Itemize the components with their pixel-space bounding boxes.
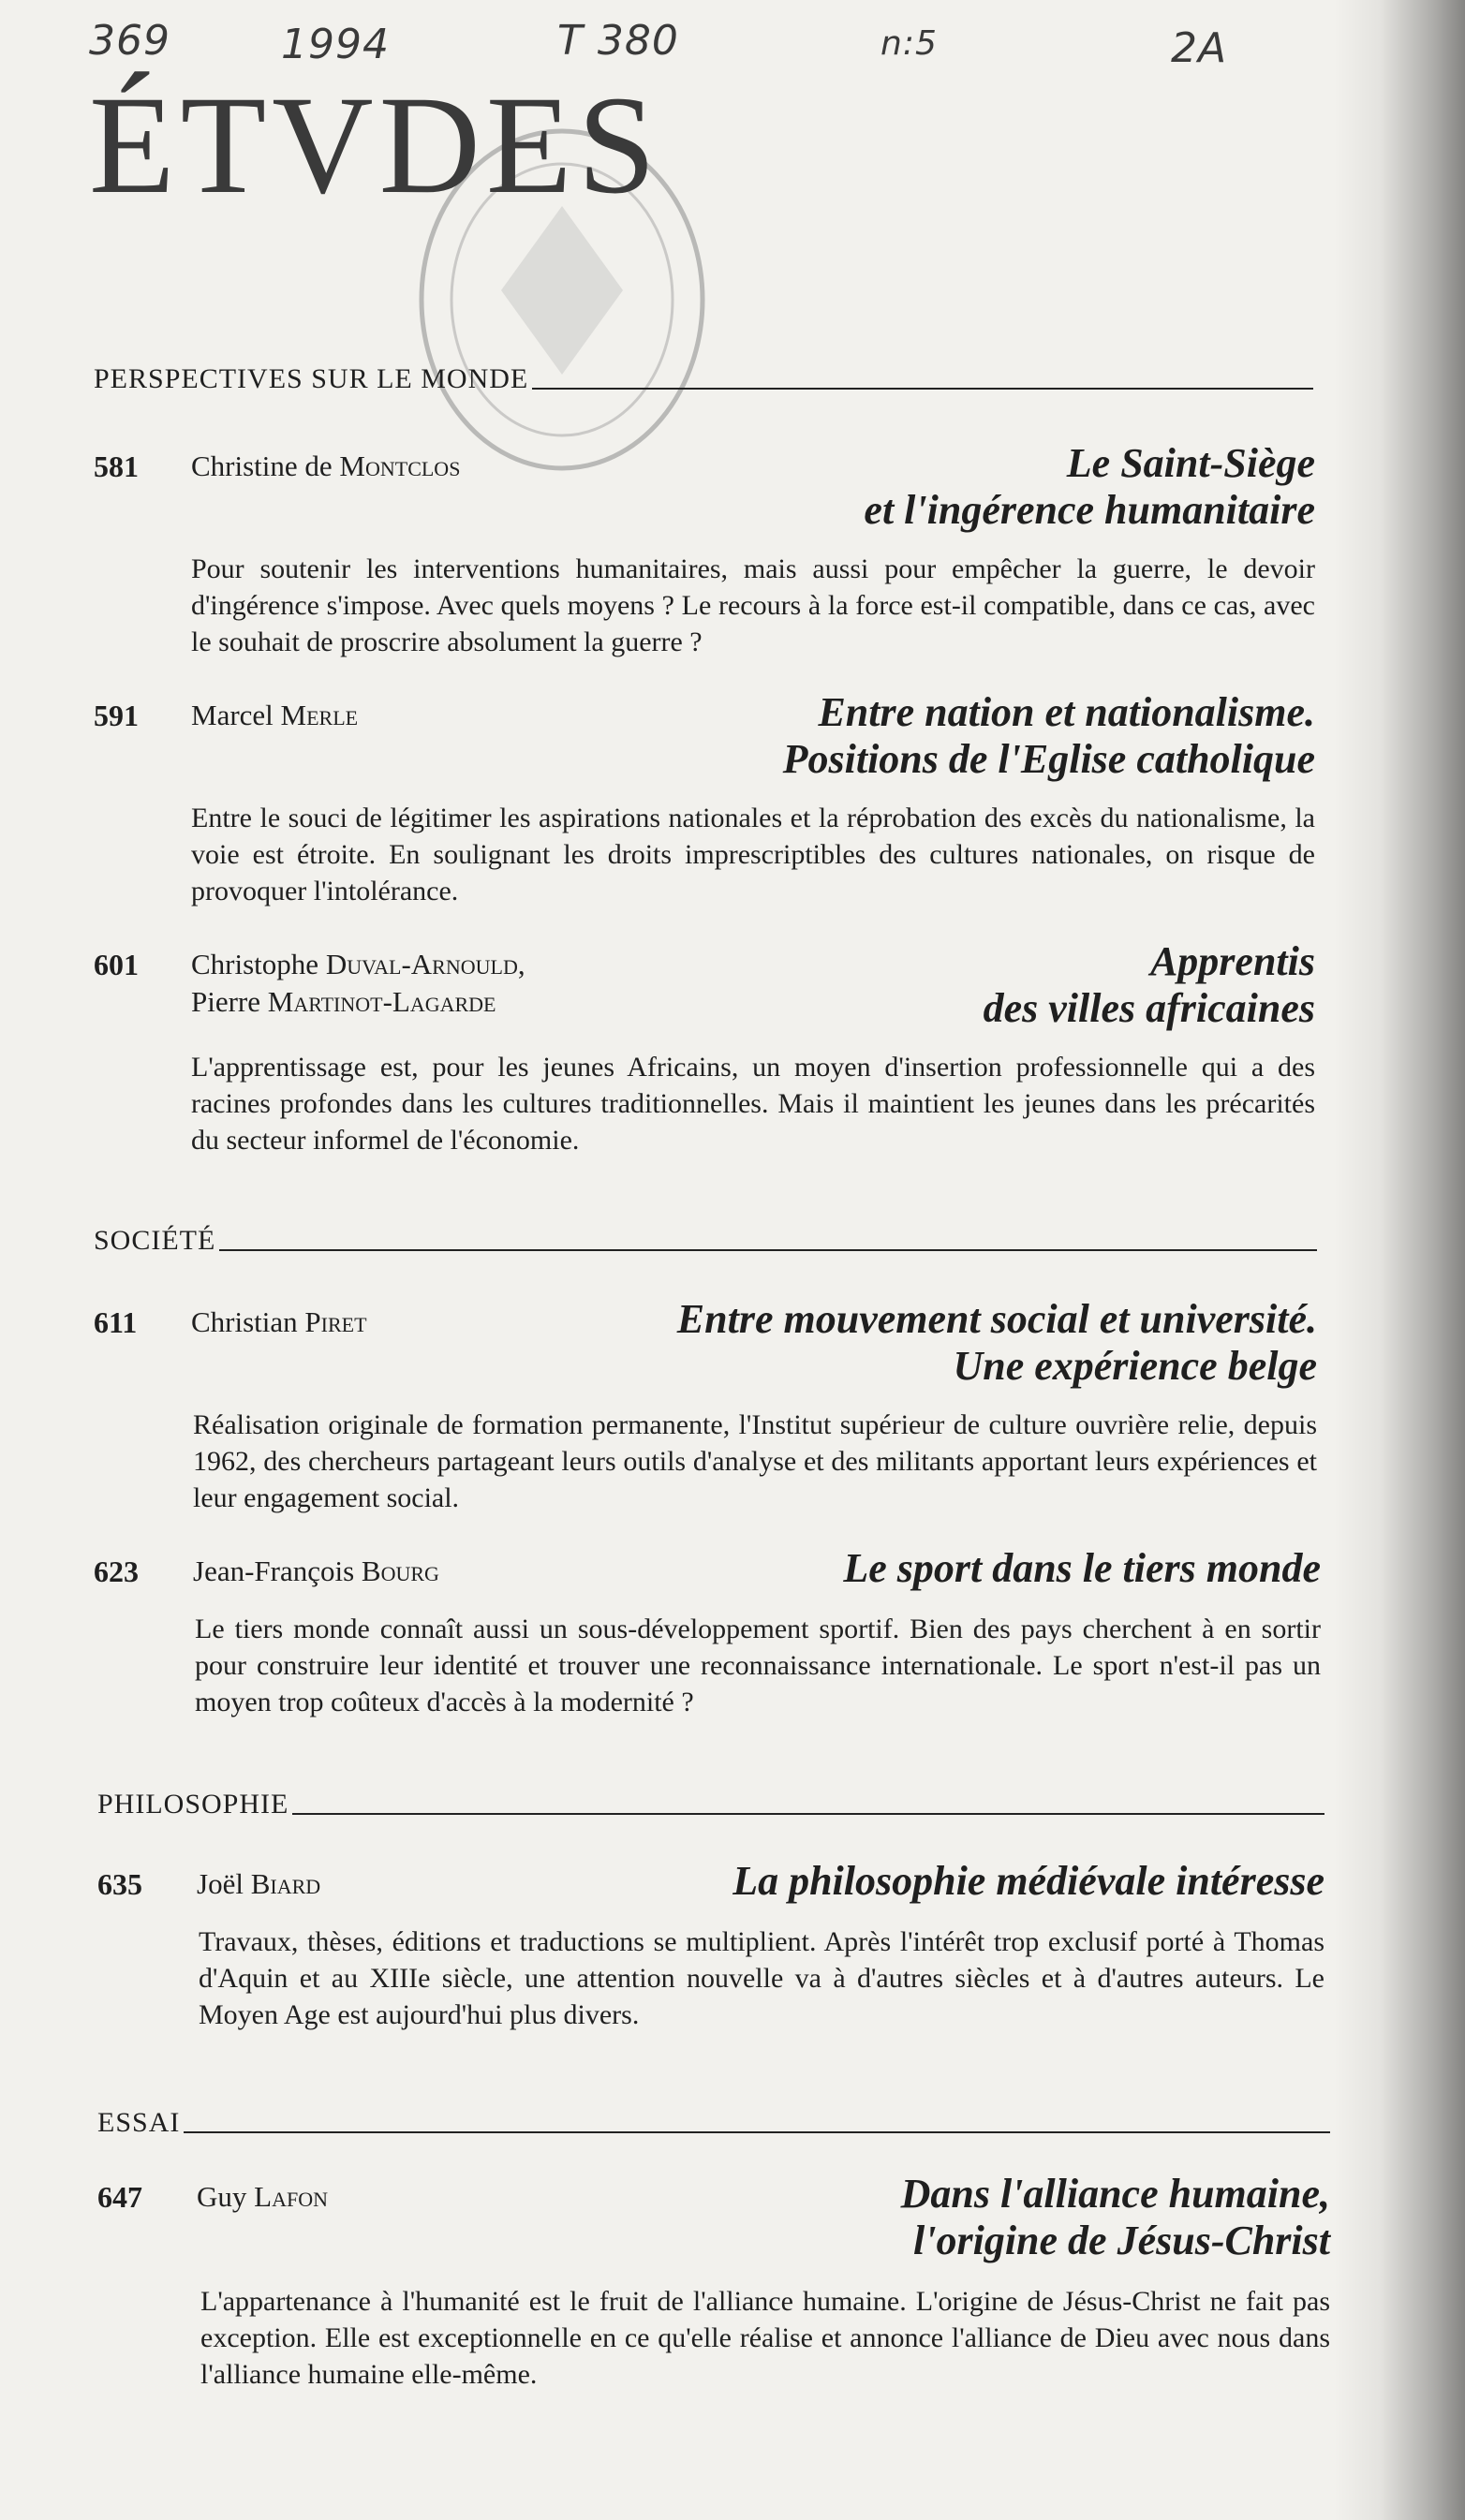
page-edge-shadow [1334,0,1465,2520]
article-abstract: Réalisation originale de formation permanente, l'Institut supérieur de culture ouvrière relie, depuis 1962, des chercheurs partageant leurs outils d'analyse et des militants apportant leurs expériences et leur engagement social. [193,1409,1317,1513]
article-title[interactable]: La philosophie médiévale intéresse [732,1858,1324,1904]
section-rule [292,1813,1324,1815]
article-abstract: Travaux, thèses, éditions et traductions se multiplient. Après l'intérêt trop exclusif porté à Thomas d'Aquin et au XIIIe siècle, une attention nouvelle va à d'autres siècles et à d'autres auteurs. Le Moyen Age est aujourd'hui plus divers. [199,1926,1324,2030]
section-heading-label: ESSAI [97,2107,181,2138]
article-abstract: L'apprentissage est, pour les jeunes Africains, un moyen d'insertion professionnelle qui a des racines profondes dans les cultures traditionnelles. Mais il maintient les jeunes dans les précarités du secteur informel de l'économie. [191,1052,1315,1156]
article-title[interactable]: Entre mouvement social et université. Une expérience belge [676,1296,1317,1389]
author: Marcel Merle [191,699,359,731]
journal-masthead: ÉTVDES [89,67,661,223]
author: Joël Biard [197,1867,321,1900]
article-title[interactable]: Le sport dans le tiers monde [843,1545,1321,1591]
handwritten-shelf-number: 369 [89,17,170,65]
page-number: 581 [94,449,139,483]
toc-entry-647 [97,2171,1330,2395]
handwritten-issue: n:5 [880,24,938,63]
author: Christine de Montclos [191,449,461,482]
page-number: 611 [94,1305,138,1339]
author: Christian Piret [191,1305,367,1338]
author: Guy Lafon [197,2180,328,2213]
section-heading-label: PHILOSOPHIE [97,1789,289,1820]
section-rule [219,1249,1317,1251]
section-heading-label: SOCIÉTÉ [94,1225,216,1256]
page-number: 635 [97,1867,142,1901]
toc-entry-581 [94,440,1315,656]
toc-entry-591 [94,689,1315,905]
section-heading-essai [97,2107,1330,2139]
section-heading-philosophie [97,1789,1324,1820]
article-abstract: Pour soutenir les interventions humanitaires, mais aussi pour empêcher la guerre, le devoir d'ingérence s'impose. Avec quels moyens ? Le recours à la force est-il compatible, dans ce cas, avec le souhait de proscrire absolument la guerre ? [191,553,1315,657]
section-heading-label: PERSPECTIVES SUR LE MONDE [94,363,529,394]
author: Jean-François Bourg [193,1555,439,1587]
toc-entry-611 [94,1296,1317,1511]
article-abstract: L'appartenance à l'humanité est le fruit de l'alliance humaine. L'origine de Jésus-Christ ne fait pas exception. Elle est exceptionnelle en ce qu'elle réalise et annonce l'alliance de Dieu avec nous dans l'alliance humaine elle-même. [200,2286,1330,2390]
handwritten-year: 1994 [281,21,390,68]
article-title[interactable]: Le Saint-Siège et l'ingérence humanitaire [864,440,1315,533]
article-title[interactable]: Entre nation et nationalisme. Positions de l'Eglise catholique [782,689,1315,782]
article-abstract: Le tiers monde connaît aussi un sous-développement sportif. Bien des pays cherchent à en sortir pour construire leur identité et trouver une reconnaissance internationale. Le sport n'est-il pas un moyen trop coûteux d'accès à la modernité ? [195,1614,1321,1717]
section-rule [184,2131,1330,2133]
article-title[interactable]: Apprentis des villes africaines [983,938,1315,1031]
section-heading-perspectives [94,363,1313,395]
page-number: 601 [94,948,139,981]
page-number: 591 [94,699,139,732]
toc-entry-623 [94,1545,1321,1732]
toc-entry-601 [94,938,1315,1163]
handwritten-volume: T 380 [557,17,679,65]
page-number: 623 [94,1555,139,1588]
section-rule [532,388,1313,390]
section-heading-societe [94,1225,1317,1257]
article-title[interactable]: Dans l'alliance humaine, l'origine de Jésus-Christ [900,2171,1330,2263]
article-abstract: Entre le souci de légitimer les aspirations nationales et la réprobation des excès du nationalisme, la voie est étroite. En soulignant les droits imprescriptibles des cultures nationales, on risque de provoquer l'intolérance. [191,803,1315,906]
handwritten-fascicle: 2A [1171,24,1228,72]
page-number: 647 [97,2180,142,2214]
toc-entry-635 [97,1858,1324,2045]
author: Christophe Duval-Arnould, [191,948,525,980]
second-author: Pierre Martinot-Lagarde [191,985,496,1018]
